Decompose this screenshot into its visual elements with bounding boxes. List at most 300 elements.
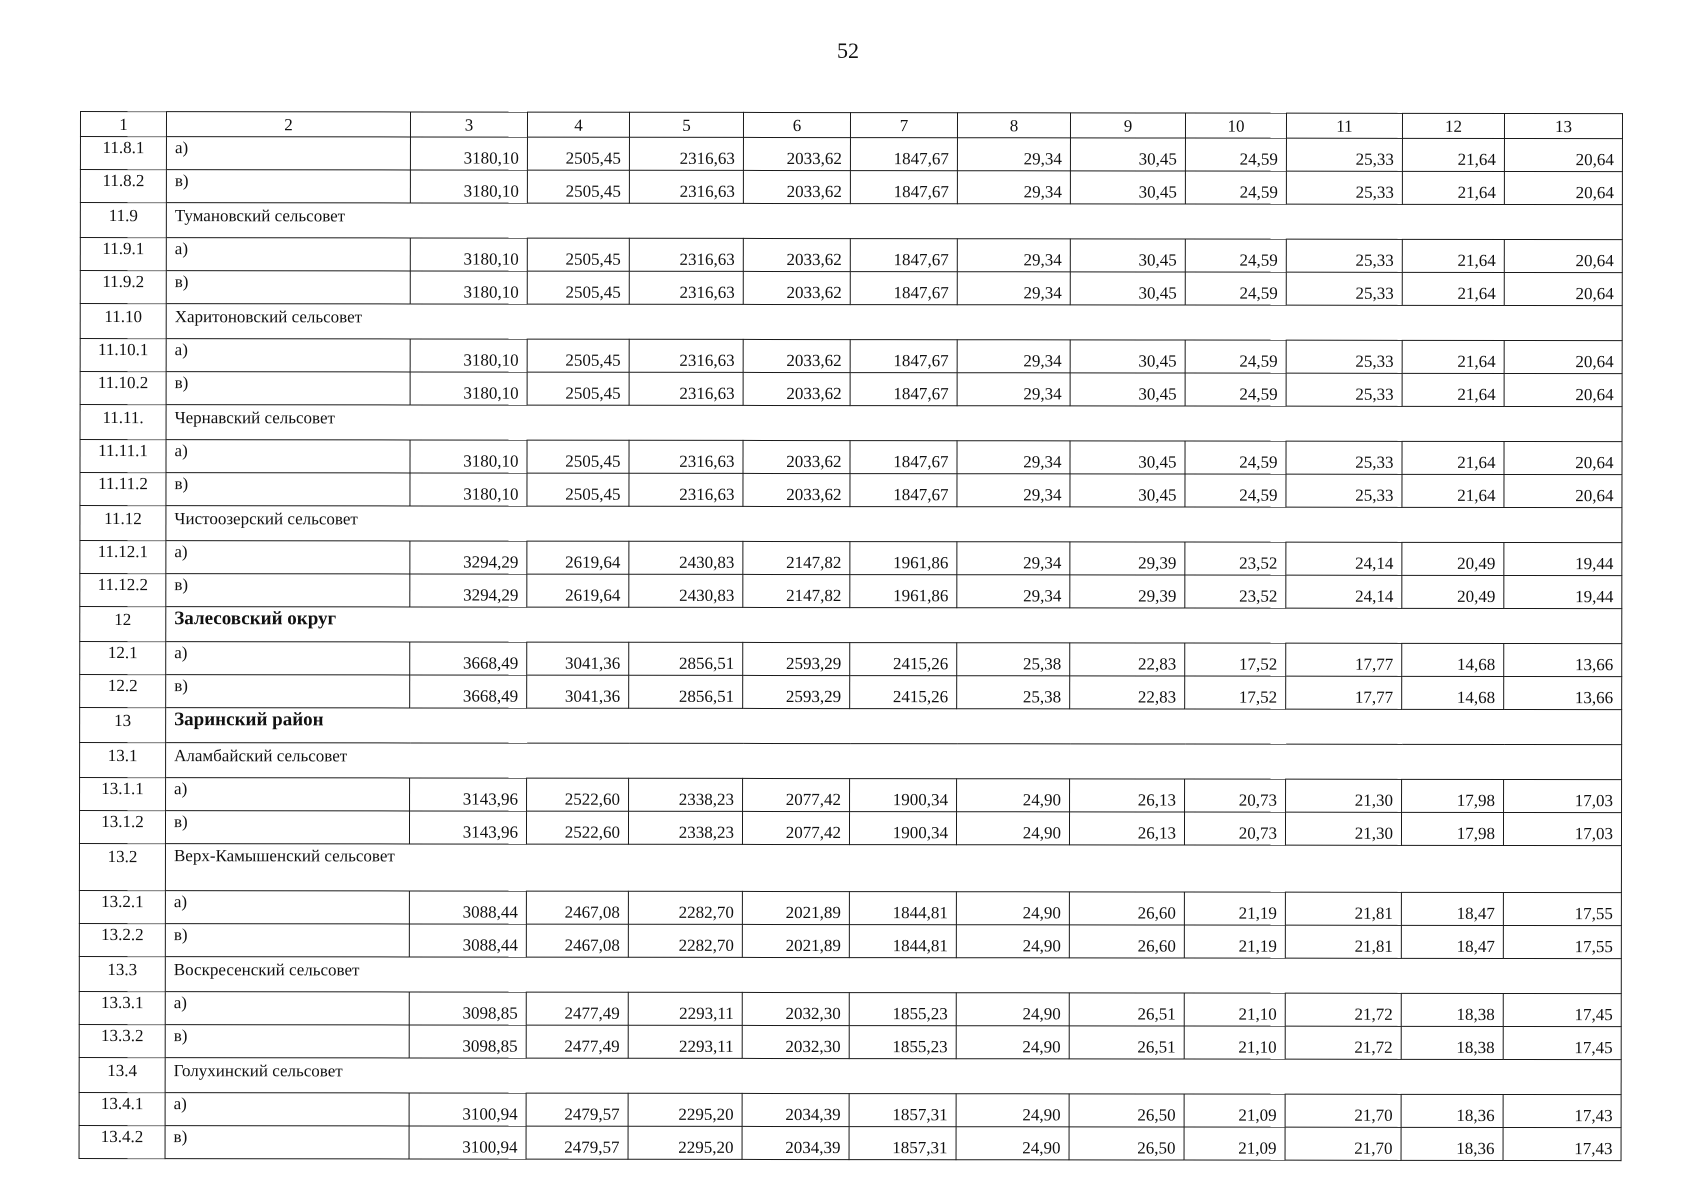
value-cell: 21,10 [1184,1026,1285,1059]
value-cell: 17,52 [1185,643,1286,676]
value-cell: 2467,08 [526,891,628,924]
table-row [79,811,1621,846]
section-title: Чистоозерский сельсовет [166,506,1622,543]
row-code: 13.1 [80,743,166,778]
value-cell: 24,90 [956,1094,1069,1127]
value-cell: 23,52 [1185,542,1286,575]
value-cell: 2021,89 [742,924,849,957]
value-cell: 24,59 [1185,272,1286,305]
value-cell: 1847,67 [850,373,957,406]
value-cell: 2147,82 [743,541,850,574]
row-code: 11.9 [80,203,166,238]
value-cell: 1900,34 [850,779,957,812]
value-cell: 14,68 [1402,676,1504,709]
value-cell: 21,64 [1402,272,1504,305]
column-header: 13 [1504,113,1622,138]
value-cell: 24,59 [1185,373,1286,406]
column-header: 11 [1286,113,1402,138]
value-cell: 2593,29 [743,642,850,675]
value-cell: 2077,42 [742,811,849,844]
value-cell: 2505,45 [527,271,629,304]
value-cell: 2033,62 [743,372,850,405]
value-cell: 18,38 [1401,1026,1503,1059]
table-row [79,991,1621,1026]
value-cell: 2033,62 [743,170,850,203]
value-cell: 2505,45 [527,440,629,473]
value-cell: 3098,85 [409,1025,526,1058]
value-cell: 2505,45 [527,238,629,271]
value-cell: 26,50 [1069,1127,1184,1160]
value-cell: 2316,63 [629,440,743,473]
value-cell: 20,64 [1504,373,1622,406]
section-title: Чернавский сельсовет [166,405,1622,442]
value-cell: 3668,49 [410,642,527,675]
value-cell: 1847,67 [850,441,957,474]
value-cell: 2505,45 [527,372,629,405]
value-cell: 2316,63 [629,137,743,170]
value-cell: 2505,45 [527,137,629,170]
value-cell: 18,36 [1401,1094,1503,1127]
page-number: 52 [837,38,859,63]
value-cell: 18,47 [1401,925,1503,958]
section-row [80,203,1622,240]
value-cell: 17,43 [1503,1094,1621,1127]
value-cell: 29,34 [957,542,1070,575]
value-cell: 2293,11 [628,992,742,1025]
row-label: в) [166,170,410,203]
value-cell: 21,70 [1285,1127,1401,1160]
value-cell: 30,45 [1070,239,1185,272]
value-cell: 21,70 [1285,1094,1401,1127]
value-cell: 17,77 [1286,676,1402,709]
value-cell: 30,45 [1070,474,1185,507]
value-cell: 25,38 [957,643,1070,676]
row-code: 13.3.2 [79,1024,165,1057]
row-code: 11.11. [80,405,166,440]
value-cell: 3143,96 [409,811,526,844]
value-cell: 21,64 [1402,340,1504,373]
value-cell: 29,34 [957,272,1070,305]
value-cell: 2295,20 [628,1126,742,1159]
value-cell: 29,34 [957,441,1070,474]
value-cell: 1847,67 [850,138,957,171]
value-cell: 2033,62 [743,473,850,506]
value-cell: 2479,57 [526,1126,628,1159]
value-cell: 2034,39 [742,1093,849,1126]
table-row [80,778,1622,813]
section-title: Верх-Камышенский сельсовет [165,844,1621,893]
row-code: 13.1.2 [79,811,165,844]
row-code: 11.12.2 [80,574,166,607]
value-cell: 17,98 [1402,779,1504,812]
value-cell: 30,45 [1070,441,1185,474]
column-header: 9 [1070,113,1185,138]
tariff-table [79,111,1623,1161]
value-cell: 30,45 [1070,340,1185,373]
column-header: 12 [1402,113,1504,138]
value-cell: 1857,31 [849,1094,956,1127]
table-row [80,271,1622,306]
value-cell: 2033,62 [743,137,850,170]
value-cell: 20,64 [1504,272,1622,305]
column-header: 4 [527,112,629,137]
value-cell: 3180,10 [410,271,527,304]
column-header: 1 [80,112,166,137]
section-row [80,607,1622,644]
row-label: в) [166,271,410,304]
value-cell: 25,33 [1286,272,1402,305]
value-cell: 17,77 [1286,643,1402,676]
section-title: Харитоновский сельсовет [166,304,1622,341]
row-code: 13.2.1 [79,890,165,923]
value-cell: 1844,81 [849,925,956,958]
value-cell: 21,64 [1402,138,1504,171]
value-cell: 29,34 [957,171,1070,204]
row-label: а) [166,238,410,271]
row-code: 13.2 [79,844,165,891]
row-code: 13.4.1 [79,1092,165,1125]
value-cell: 2033,62 [743,238,850,271]
tariff-table-sheet [79,111,1622,1161]
row-label: а) [165,891,409,924]
value-cell: 21,09 [1184,1094,1285,1127]
value-cell: 3100,94 [409,1126,526,1159]
value-cell: 17,52 [1185,676,1286,709]
value-cell: 2316,63 [629,339,743,372]
value-cell: 29,34 [957,575,1070,608]
value-cell: 2338,23 [629,778,743,811]
value-cell: 26,60 [1069,892,1184,925]
table-row [80,339,1622,374]
value-cell: 3668,49 [410,675,527,708]
value-cell: 1855,23 [849,993,956,1026]
value-cell: 2505,45 [527,170,629,203]
value-cell: 3180,10 [410,238,527,271]
value-cell: 13,66 [1504,676,1622,709]
table-row [80,675,1622,710]
value-cell: 26,51 [1069,993,1184,1026]
value-cell: 2295,20 [628,1093,742,1126]
value-cell: 25,33 [1286,138,1402,171]
value-cell: 30,45 [1070,272,1185,305]
value-cell: 3041,36 [527,675,629,708]
value-cell: 1847,67 [850,272,957,305]
section-title: Заринский район [166,708,1622,745]
value-cell: 29,34 [957,239,1070,272]
value-cell: 2034,39 [742,1126,849,1159]
value-cell: 24,59 [1185,138,1286,171]
value-cell: 2032,30 [742,992,849,1025]
value-cell: 17,55 [1503,925,1621,958]
value-cell: 3143,96 [410,778,527,811]
row-code: 13.4 [79,1057,165,1092]
value-cell: 3294,29 [410,541,527,574]
value-cell: 24,59 [1185,171,1286,204]
row-label: а) [166,541,410,574]
row-label: а) [166,137,410,170]
table-row [80,541,1622,576]
section-title: Аламбайский сельсовет [166,743,1622,780]
value-cell: 25,33 [1286,340,1402,373]
row-code: 11.10 [80,304,166,339]
value-cell: 2619,64 [527,574,629,607]
value-cell: 1847,67 [850,340,957,373]
table-row [80,642,1622,677]
value-cell: 24,59 [1185,474,1286,507]
value-cell: 18,36 [1401,1127,1503,1160]
value-cell: 3100,94 [409,1093,526,1126]
value-cell: 13,66 [1504,643,1622,676]
row-label: а) [166,642,410,675]
row-label: а) [166,339,410,372]
row-code: 13.4.2 [79,1125,165,1158]
value-cell: 25,33 [1286,441,1402,474]
value-cell: 1847,67 [850,171,957,204]
section-row [79,844,1621,893]
value-cell: 29,34 [957,373,1070,406]
table-row [80,170,1622,205]
row-code: 12.2 [80,675,166,708]
value-cell: 17,03 [1503,812,1621,845]
value-cell: 1855,23 [849,1026,956,1059]
column-header: 8 [957,113,1070,138]
row-label: в) [166,372,410,405]
value-cell: 2505,45 [527,339,629,372]
table-row [80,238,1622,273]
value-cell: 2477,49 [526,992,628,1025]
value-cell: 2430,83 [629,574,743,607]
value-cell: 2856,51 [629,642,743,675]
value-cell: 19,44 [1504,575,1622,608]
row-label: в) [165,924,409,957]
row-label: в) [165,811,409,844]
value-cell: 17,55 [1503,892,1621,925]
value-cell: 2282,70 [628,924,742,957]
value-cell: 20,73 [1184,812,1285,845]
section-row [80,304,1622,341]
section-title: Воскресенский сельсовет [165,957,1621,994]
value-cell: 30,45 [1070,138,1185,171]
value-cell: 29,34 [957,340,1070,373]
value-cell: 2430,83 [629,541,743,574]
value-cell: 21,64 [1402,239,1504,272]
value-cell: 24,59 [1185,239,1286,272]
value-cell: 24,59 [1185,441,1286,474]
value-cell: 24,90 [956,1026,1069,1059]
value-cell: 19,44 [1504,542,1622,575]
value-cell: 24,59 [1185,340,1286,373]
value-cell: 2316,63 [629,372,743,405]
value-cell: 20,64 [1504,441,1622,474]
table-row [79,923,1621,958]
section-title: Голухинский сельсовет [165,1058,1621,1095]
value-cell: 17,03 [1504,779,1622,812]
value-cell: 29,39 [1070,575,1185,608]
row-code: 13 [80,708,166,743]
section-row [79,956,1621,993]
value-cell: 20,73 [1185,779,1286,812]
value-cell: 1844,81 [849,892,956,925]
section-row [79,1057,1621,1094]
row-code: 13.3 [79,956,165,991]
column-number-row [80,112,1622,139]
value-cell: 21,64 [1402,474,1504,507]
table-row [79,1024,1621,1059]
value-cell: 18,47 [1401,892,1503,925]
value-cell: 3180,10 [410,339,527,372]
row-label: в) [166,473,410,506]
value-cell: 24,90 [956,812,1069,845]
row-code: 13.1.1 [80,778,166,811]
value-cell: 1961,86 [850,575,957,608]
section-title: Залесовский округ [166,607,1622,644]
value-cell: 30,45 [1070,373,1185,406]
value-cell: 1847,67 [850,239,957,272]
value-cell: 20,64 [1504,138,1622,171]
value-cell: 3180,10 [410,137,527,170]
value-cell: 24,90 [956,993,1069,1026]
value-cell: 21,30 [1285,812,1401,845]
value-cell: 2316,63 [629,271,743,304]
table-row [80,137,1622,172]
value-cell: 3088,44 [409,891,526,924]
value-cell: 21,64 [1402,373,1504,406]
value-cell: 2316,63 [629,170,743,203]
row-code: 11.10.1 [80,339,166,372]
value-cell: 29,34 [957,138,1070,171]
value-cell: 23,52 [1185,575,1286,608]
row-label: а) [165,992,409,1025]
value-cell: 18,38 [1401,993,1503,1026]
row-code: 11.8.2 [80,170,166,203]
value-cell: 3180,10 [410,170,527,203]
value-cell: 24,90 [956,925,1069,958]
value-cell: 21,09 [1184,1127,1285,1160]
value-cell: 20,64 [1504,239,1622,272]
value-cell: 14,68 [1402,643,1504,676]
value-cell: 2415,26 [850,676,957,709]
value-cell: 24,14 [1286,575,1402,608]
column-header: 7 [850,113,957,138]
row-label: в) [166,574,410,607]
value-cell: 3180,10 [410,372,527,405]
value-cell: 1961,86 [850,542,957,575]
row-code: 11.9.2 [80,271,166,304]
value-cell: 2077,42 [743,778,850,811]
value-cell: 3041,36 [527,642,629,675]
value-cell: 21,72 [1285,1026,1401,1059]
table-body [79,112,1622,1161]
table-row [80,574,1622,609]
section-row [80,405,1622,442]
row-code: 11.9.1 [80,238,166,271]
section-row [80,708,1622,745]
value-cell: 2505,45 [527,473,629,506]
value-cell: 2033,62 [743,271,850,304]
row-code: 11.11.1 [80,440,166,473]
value-cell: 26,50 [1069,1094,1184,1127]
value-cell: 26,51 [1069,1026,1184,1059]
value-cell: 29,39 [1070,542,1185,575]
value-cell: 26,13 [1070,779,1185,812]
value-cell: 2467,08 [526,924,628,957]
value-cell: 3294,29 [410,574,527,607]
value-cell: 17,98 [1401,812,1503,845]
row-code: 13.3.1 [79,991,165,1024]
table-row [79,1125,1621,1160]
table-row [80,473,1622,508]
column-header: 10 [1185,113,1286,138]
value-cell: 24,90 [956,1127,1069,1160]
value-cell: 21,19 [1184,925,1285,958]
value-cell: 20,64 [1504,340,1622,373]
value-cell: 25,33 [1286,239,1402,272]
value-cell: 26,60 [1069,925,1184,958]
row-code: 13.2.2 [79,923,165,956]
section-row [80,506,1622,543]
value-cell: 17,45 [1503,993,1621,1026]
value-cell: 2415,26 [850,643,957,676]
value-cell: 25,33 [1286,474,1402,507]
row-code: 11.10.2 [80,372,166,405]
value-cell: 2033,62 [743,339,850,372]
value-cell: 2522,60 [526,811,628,844]
value-cell: 2479,57 [526,1093,628,1126]
row-code: 11.12.1 [80,541,166,574]
row-code: 12 [80,607,166,642]
value-cell: 2522,60 [527,778,629,811]
row-label: в) [166,675,410,708]
value-cell: 29,34 [957,474,1070,507]
value-cell: 20,49 [1402,575,1504,608]
value-cell: 26,13 [1069,812,1184,845]
value-cell: 21,81 [1285,892,1401,925]
value-cell: 21,64 [1402,171,1504,204]
value-cell: 22,83 [1070,676,1185,709]
value-cell: 3088,44 [409,924,526,957]
value-cell: 21,30 [1286,779,1402,812]
row-label: в) [165,1025,409,1058]
value-cell: 2338,23 [628,811,742,844]
table-row [80,372,1622,407]
value-cell: 1847,67 [850,474,957,507]
value-cell: 24,90 [956,892,1069,925]
value-cell: 20,64 [1504,171,1622,204]
value-cell: 24,14 [1286,542,1402,575]
value-cell: 2316,63 [629,238,743,271]
value-cell: 2856,51 [629,675,743,708]
value-cell: 2477,49 [526,1025,628,1058]
value-cell: 3180,10 [410,440,527,473]
value-cell: 25,33 [1286,373,1402,406]
value-cell: 25,38 [957,676,1070,709]
value-cell: 2316,63 [629,473,743,506]
column-header: 5 [629,112,743,137]
section-row [80,743,1622,780]
value-cell: 2282,70 [628,891,742,924]
row-label: а) [165,1093,409,1126]
value-cell: 1857,31 [849,1127,956,1160]
value-cell: 21,64 [1402,441,1504,474]
value-cell: 21,72 [1285,993,1401,1026]
value-cell: 2033,62 [743,440,850,473]
row-code: 11.8.1 [80,137,166,170]
row-code: 11.12 [80,506,166,541]
column-header: 3 [410,112,527,137]
value-cell: 22,83 [1070,643,1185,676]
table-row [79,1092,1621,1127]
section-title: Тумановский сельсовет [166,203,1622,240]
